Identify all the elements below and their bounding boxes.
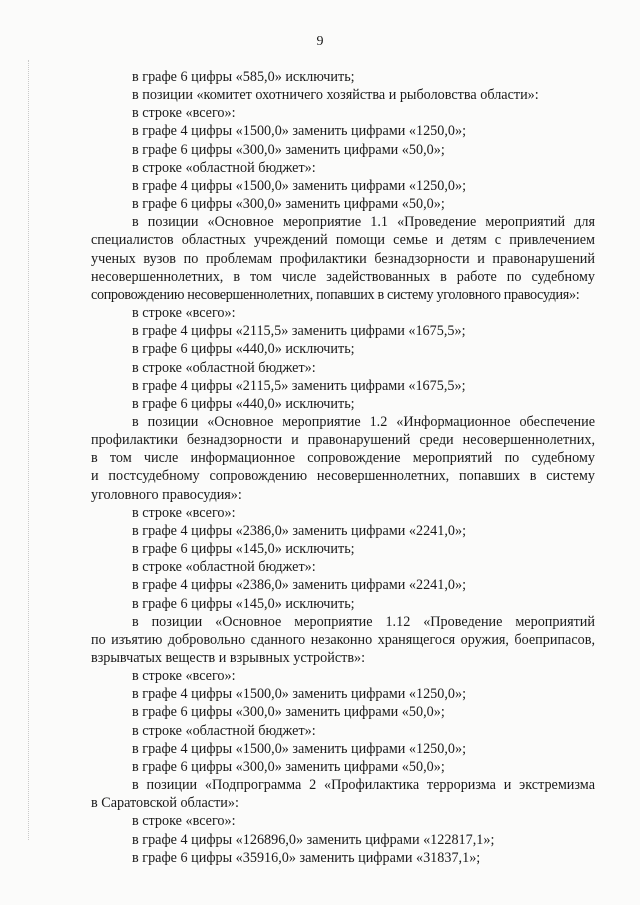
text-line: в строке «всего»: xyxy=(132,504,236,521)
text-line: в графе 6 цифры «300,0» заменить цифрами «50,0»; xyxy=(132,704,445,721)
text-line: в графе 6 цифры «585,0» исключить; xyxy=(132,69,355,85)
text-line: в позиции «Основное мероприятие 1.12 «Проведение мероприятий xyxy=(132,613,595,630)
text-line: уголовного правосудия»: xyxy=(91,486,242,503)
text-line: профилактики безнадзорности и правонарушений среди несовершеннолетних, xyxy=(91,432,595,449)
text-line: взрывчатых веществ и взрывных устройств»: xyxy=(91,650,366,666)
text-line: в графе 4 цифры «2386,0» заменить цифрами «2241,0»; xyxy=(132,577,467,594)
text-line: в позиции «комитет охотничего хозяйства и рыболовства области»: xyxy=(132,87,539,104)
text-line: в том числе информационное сопровождение мероприятий по судебному xyxy=(91,450,595,467)
text-line: в строке «областной бюджет»: xyxy=(132,359,316,376)
text-line: в графе 4 цифры «1500,0» заменить цифрами «1250,0»; xyxy=(132,740,467,757)
text-line: в графе 6 цифры «300,0» заменить цифрами «50,0»; xyxy=(132,141,445,158)
text-line: в графе 6 цифры «440,0» исключить; xyxy=(132,395,355,412)
text-line: в графе 4 цифры «1500,0» заменить цифрами «1250,0»; xyxy=(132,177,467,194)
text-line: несовершеннолетних, в том числе задействованных в работе по судебному xyxy=(91,268,595,285)
text-line: в графе 6 цифры «145,0» исключить; xyxy=(132,595,355,612)
text-line: в строке «областной бюджет»: xyxy=(132,722,316,739)
text-line: в графе 6 цифры «440,0» исключить; xyxy=(132,341,355,358)
text-line: в позиции «Основное мероприятие 1.2 «Информационное обеспечение xyxy=(132,413,595,430)
text-line: в графе 6 цифры «300,0» заменить цифрами «50,0»; xyxy=(132,196,445,213)
text-line: специалистов областных учреждений помощи семье и детям с привлечением xyxy=(91,232,595,249)
text-line: ученых вузов по проблемам профилактики безнадзорности и правонарушений xyxy=(91,250,595,267)
text-line: в строке «всего»: xyxy=(132,105,236,122)
text-line: по изъятию добровольно сданного незаконно хранящегося оружия, боеприпасов, xyxy=(91,631,595,648)
text-line: в графе 4 цифры «2115,5» заменить цифрами «1675,5»; xyxy=(132,323,466,340)
document-body xyxy=(91,68,595,867)
text-line: в позиции «Подпрограмма 2 «Профилактика терроризма и экстремизма xyxy=(132,777,595,794)
text-line: сопровождению несовершеннолетних, попавших в систему уголовного правосудия»: xyxy=(91,286,580,303)
text-line: в строке «всего»: xyxy=(132,813,236,830)
page-number: 9 xyxy=(316,34,324,49)
text-line: и постсудебному сопровождению несовершеннолетних, попавших в систему xyxy=(91,468,595,485)
text-line: в позиции «Основное мероприятие 1.1 «Проведение мероприятий для xyxy=(132,214,595,231)
text-line: в Саратовской области»: xyxy=(91,795,239,812)
text-line: в строке «областной бюджет»: xyxy=(132,159,316,176)
text-line: в графе 6 цифры «300,0» заменить цифрами «50,0»; xyxy=(132,758,445,775)
text-line: в графе 4 цифры «2115,5» заменить цифрами «1675,5»; xyxy=(132,377,466,394)
text-line: в графе 4 цифры «1500,0» заменить цифрами «1250,0»; xyxy=(132,123,467,140)
text-line: в строке «всего»: xyxy=(132,668,236,685)
text-line: в графе 4 цифры «2386,0» заменить цифрами «2241,0»; xyxy=(132,522,467,539)
text-line: в графе 4 цифры «1500,0» заменить цифрами «1250,0»; xyxy=(132,686,467,703)
text-line: в строке «всего»: xyxy=(132,305,236,322)
text-line: в графе 4 цифры «126896,0» заменить цифрами «122817,1»; xyxy=(132,831,495,848)
text-line: в строке «областной бюджет»: xyxy=(132,559,316,576)
text-line: в графе 6 цифры «145,0» исключить; xyxy=(132,541,355,558)
scan-edge-marks xyxy=(28,60,31,840)
text-line: в графе 6 цифры «35916,0» заменить цифрами «31837,1»; xyxy=(132,849,481,866)
